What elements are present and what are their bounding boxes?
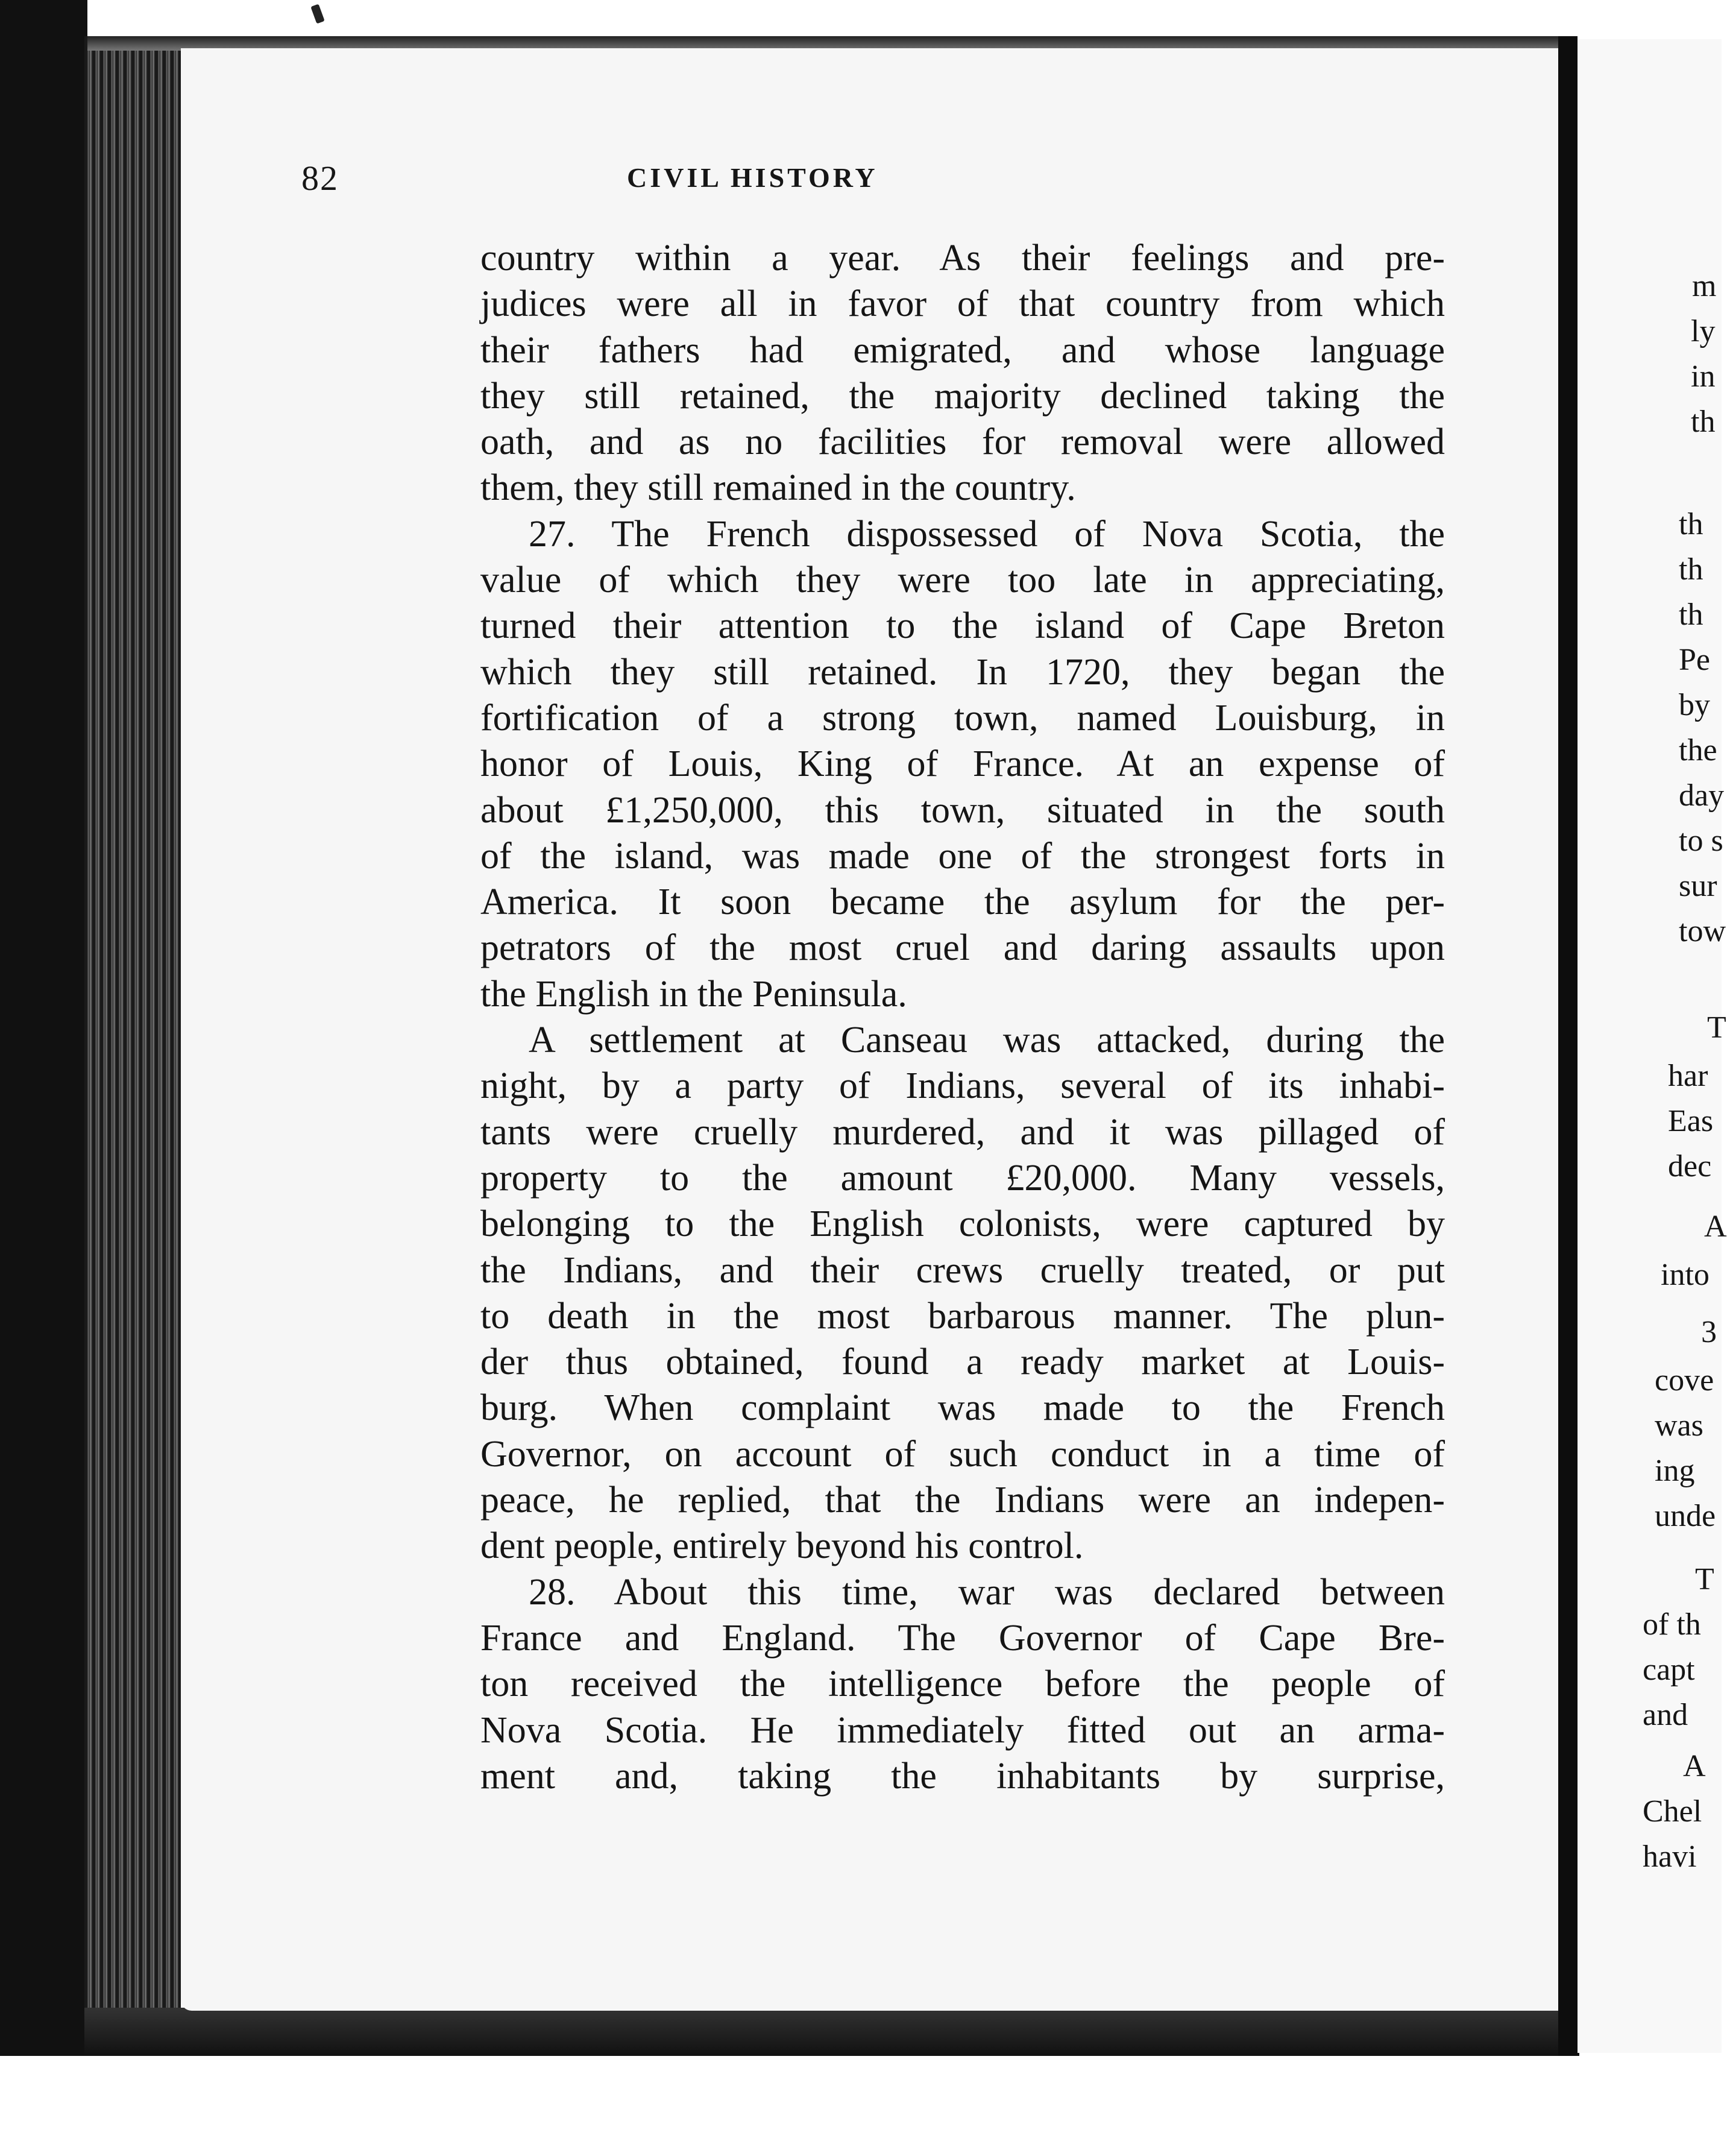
- right-page-fragment: was: [1655, 1408, 1703, 1443]
- text-line: night, by a party of Indians, several of its inhabi-: [480, 1065, 1445, 1107]
- text-line: their fathers had emigrated, and whose language: [480, 329, 1445, 371]
- text-line: honor of Louis, King of France. At an expense of: [480, 743, 1445, 785]
- right-page-fragment: sur: [1679, 869, 1717, 903]
- right-page-fragment: th: [1679, 507, 1703, 541]
- text-line: A settlement at Canseau was attacked, during the: [529, 1020, 1445, 1061]
- right-page-fragment: ly: [1691, 314, 1716, 348]
- text-line: the English in the Peninsula.: [480, 973, 907, 1015]
- scan-background-bottom: [0, 2056, 1722, 2156]
- text-line: burg. When complaint was made to the French: [480, 1387, 1445, 1429]
- text-line: them, they still remained in the country.: [480, 467, 1076, 509]
- right-page-fragment: har: [1668, 1059, 1708, 1093]
- book-bottom-edge: [84, 2008, 1579, 2056]
- text-line: dent people, entirely beyond his control.: [480, 1525, 1084, 1567]
- right-page-fragment: in: [1691, 359, 1716, 394]
- text-line: ment and, taking the inhabitants by surprise,: [480, 1755, 1445, 1797]
- text-line: petrators of the most cruel and daring assaults upon: [480, 927, 1445, 969]
- right-page-fragment: T: [1707, 1010, 1726, 1045]
- text-line: the Indians, and their crews cruelly treated, or put: [480, 1249, 1445, 1291]
- right-page-fragment: dec: [1668, 1149, 1712, 1184]
- text-line: about £1,250,000, this town, situated in the south: [480, 789, 1445, 831]
- page-number: 82: [301, 159, 339, 198]
- text-line: which they still retained. In 1720, they began the: [480, 651, 1445, 693]
- text-line: ton received the intelligence before the people of: [480, 1663, 1445, 1705]
- text-line: der thus obtained, found a ready market at Louis-: [480, 1341, 1445, 1383]
- right-page-fragment: 3: [1701, 1315, 1717, 1349]
- right-page-fragment: of th: [1643, 1607, 1701, 1642]
- right-page-fragment: by: [1679, 688, 1710, 722]
- right-page-fragment: Eas: [1668, 1104, 1714, 1138]
- right-page-fragment: T: [1695, 1562, 1714, 1597]
- text-line: they still retained, the majority declined taking the: [480, 375, 1445, 417]
- right-page-fragment: havi: [1643, 1839, 1697, 1874]
- text-line: judices were all in favor of that country from which: [480, 283, 1445, 325]
- right-page: [1578, 39, 1727, 2053]
- text-line: France and England. The Governor of Cape Bre-: [480, 1617, 1445, 1659]
- right-page-fragment: th: [1691, 405, 1716, 439]
- running-head: CIVIL HISTORY: [627, 162, 878, 193]
- text-line: value of which they were too late in appreciating,: [480, 559, 1445, 601]
- right-page-fragment: capt: [1643, 1653, 1695, 1687]
- right-page-fragment: and: [1643, 1698, 1688, 1732]
- page-header: [301, 158, 1194, 200]
- text-line: 27. The French dispossessed of Nova Scotia, the: [529, 513, 1445, 555]
- right-page-fragment: Pe: [1679, 643, 1710, 677]
- text-line: fortification of a strong town, named Louisburg, in: [480, 697, 1445, 739]
- scan-background-left: [0, 0, 87, 2156]
- right-page-fragment: the: [1679, 733, 1717, 768]
- body-text: [480, 235, 1445, 1799]
- right-page-fragment: th: [1679, 552, 1703, 587]
- right-page-fragment: unde: [1655, 1499, 1716, 1533]
- text-line: peace, he replied, that the Indians were an indepen-: [480, 1480, 1445, 1521]
- right-page-fragment: to s: [1679, 824, 1723, 858]
- text-line: to death in the most barbarous manner. The plun-: [480, 1295, 1445, 1337]
- right-page-fragment: m: [1692, 269, 1717, 303]
- text-line: country within a year. As their feelings and pre-: [480, 238, 1445, 279]
- book-page-edges: [84, 36, 181, 2020]
- right-page-fragment: th: [1679, 597, 1703, 632]
- right-page-fragment: ing: [1655, 1454, 1695, 1488]
- book-gutter: [1558, 36, 1578, 2056]
- text-line: oath, and as no facilities for removal were allowed: [480, 421, 1445, 463]
- text-line: tants were cruelly murdered, and it was pillaged of: [480, 1111, 1445, 1153]
- text-line: Nova Scotia. He immediately fitted out an arma-: [480, 1709, 1445, 1751]
- text-line: belonging to the English colonists, were captured by: [480, 1203, 1445, 1245]
- right-page-fragment: tow: [1679, 914, 1726, 948]
- right-page-fragment: Chel: [1643, 1794, 1702, 1829]
- right-page-fragment: A: [1704, 1209, 1727, 1244]
- text-line: property to the amount £20,000. Many vessels,: [480, 1157, 1445, 1199]
- right-page-fragment: cove: [1655, 1363, 1714, 1398]
- scan-background-top: [0, 0, 1722, 36]
- right-page-fragment: into: [1661, 1258, 1710, 1292]
- right-page-fragment: A: [1683, 1749, 1706, 1783]
- right-page-fragment: day: [1679, 778, 1725, 813]
- text-line: America. It soon became the asylum for the per-: [480, 881, 1445, 923]
- text-line: 28. About this time, war was declared between: [529, 1571, 1445, 1613]
- text-line: of the island, was made one of the strongest forts in: [480, 835, 1445, 877]
- text-line: turned their attention to the island of Cape Breton: [480, 605, 1445, 647]
- text-line: Governor, on account of such conduct in a time of: [480, 1433, 1445, 1475]
